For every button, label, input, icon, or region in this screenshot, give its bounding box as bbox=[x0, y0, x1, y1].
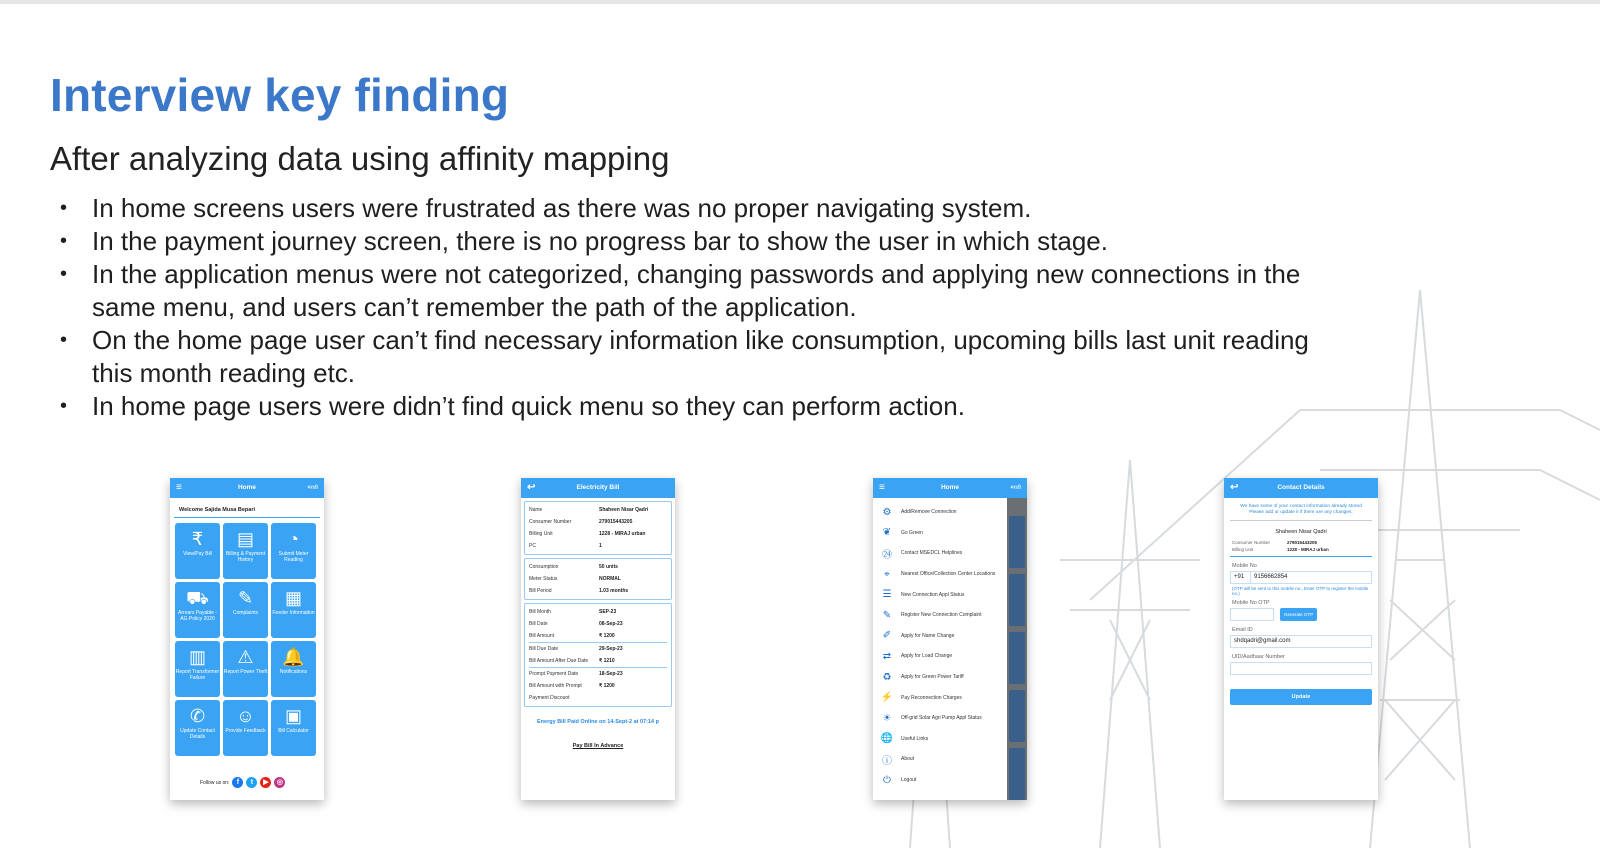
finding-item: • In home screens users were frustrated as there was no proper navigating system. bbox=[60, 193, 1032, 223]
app-header bbox=[170, 478, 324, 498]
menu-item[interactable] bbox=[873, 749, 1007, 770]
home-tile[interactable] bbox=[175, 641, 220, 697]
tile-label: Report Power Theft bbox=[223, 669, 268, 675]
tile-label: View/Pay Bill bbox=[183, 551, 212, 557]
bill-row: Consumption 50 units bbox=[529, 564, 618, 570]
header-title: Contact Details bbox=[1277, 484, 1325, 491]
finding-item: • In the payment journey screen, there is no progress bar to show the user in which stage. bbox=[60, 226, 1108, 256]
findings-list bbox=[58, 192, 1348, 423]
menu-item[interactable] bbox=[873, 770, 1007, 791]
app-header bbox=[873, 478, 1027, 498]
info-icon: ⓘ bbox=[882, 755, 892, 767]
reconnect-icon: ⚡ bbox=[880, 692, 894, 704]
menu-item-label: Logout bbox=[901, 777, 917, 784]
update-button[interactable]: Update bbox=[1230, 689, 1372, 705]
email-field[interactable]: shdqadri@gmail.com bbox=[1230, 635, 1372, 648]
power-icon: ⏻ bbox=[883, 774, 891, 786]
transformer-icon: ▥ bbox=[188, 647, 206, 667]
green-tariff-icon: ♻ bbox=[882, 671, 892, 683]
edit-icon: ✎ bbox=[882, 609, 892, 621]
home-screen-mockup bbox=[170, 478, 324, 800]
menu-item[interactable] bbox=[873, 729, 1007, 750]
tile-label: Provide Feedback bbox=[225, 728, 266, 734]
otp-field[interactable] bbox=[1230, 608, 1274, 621]
header-title: Electricity Bill bbox=[576, 484, 620, 491]
top-border bbox=[0, 0, 1600, 4]
menu-item[interactable] bbox=[873, 584, 1007, 605]
meter-icon: ◔ bbox=[288, 529, 299, 549]
header-title: Home bbox=[940, 484, 960, 491]
bill-row: Bill Due Date 29-Sep-23 bbox=[529, 646, 623, 652]
finding-item: • In the application menus were not categorized, changing passwords and applying new connections in the same menu, and users can’t remember the path of the application. bbox=[60, 259, 1301, 322]
helpline-24-icon: ㉔ bbox=[882, 549, 892, 561]
welcome-text: Welcome Sajida Musa Bepari bbox=[174, 498, 320, 518]
globe-icon: 🌐 bbox=[880, 733, 894, 745]
home-tile[interactable] bbox=[223, 582, 268, 638]
tile-label: Arrears Payable - AG Policy 2020 bbox=[178, 610, 217, 622]
bill-row: Bill Amount After Due Date ₹ 1210 bbox=[529, 655, 667, 668]
menu-item-label: Nearest Office/Collection Center Locations bbox=[901, 571, 996, 578]
header-title: Home bbox=[237, 484, 257, 491]
bill-row: PC 1 bbox=[529, 543, 602, 549]
electricity-bill-mockup bbox=[521, 478, 675, 800]
youtube-icon[interactable]: ▶ bbox=[260, 777, 271, 788]
tractor-icon: ⛟ bbox=[186, 588, 209, 608]
bill-row: Bill Date 08-Sep-23 bbox=[529, 621, 623, 627]
theft-icon: ⚠ bbox=[237, 647, 254, 667]
bill-row: Meter Status NORMAL bbox=[529, 576, 621, 582]
hamburger-menu-icon[interactable]: ≡ bbox=[176, 482, 182, 493]
back-arrow-icon[interactable]: ↩ bbox=[527, 482, 536, 493]
home-tile[interactable] bbox=[271, 523, 316, 579]
instagram-icon[interactable]: ◎ bbox=[274, 777, 285, 788]
menu-item-label: Contact MSEDCL Helplines bbox=[901, 550, 963, 557]
complaint-icon: ✎ bbox=[237, 588, 254, 608]
home-tile[interactable] bbox=[175, 700, 220, 756]
consumer-name: Shaheen Nisar Qadri bbox=[1275, 529, 1327, 535]
home-tile[interactable] bbox=[175, 582, 220, 638]
hamburger-menu-icon[interactable]: ≡ bbox=[879, 482, 885, 493]
leaf-icon: ❦ bbox=[882, 527, 892, 539]
menu-item-label: New Connection Appl Status bbox=[901, 591, 965, 598]
otp-label: Mobile No OTP bbox=[1232, 600, 1270, 606]
menu-item-label: Register New Connection Complaint bbox=[901, 612, 982, 619]
tile-label: Submit Meter Reading bbox=[278, 551, 309, 563]
menu-item[interactable] bbox=[873, 687, 1007, 708]
feeder-icon: ▦ bbox=[284, 588, 302, 608]
bill-row: Consumer Number 279015443205 bbox=[529, 519, 633, 525]
billing-unit-row: Billing Unit 1228 - MIRAJ urban bbox=[1230, 546, 1372, 557]
menu-item[interactable] bbox=[873, 502, 1007, 523]
page-subtitle: After analyzing data using affinity mapping bbox=[50, 140, 670, 177]
home-tile[interactable] bbox=[175, 523, 220, 579]
uid-label: UID/Aadhaar Number bbox=[1232, 654, 1285, 660]
tile-label: Update Contact Details bbox=[180, 728, 215, 740]
bill-row: Bill Period 1.03 months bbox=[529, 588, 629, 594]
bill-row: Bill Month SEP-23 bbox=[529, 609, 617, 615]
home-tile[interactable] bbox=[223, 700, 268, 756]
bill-row: Prompt Payment Date 18-Sep-23 bbox=[529, 671, 623, 677]
mobile-label: Mobile No bbox=[1232, 563, 1257, 569]
finding-item: • On the home page user can’t find necessary information like consumption, upcoming bills last unit reading this month reading etc. bbox=[60, 325, 1309, 388]
home-tile-grid bbox=[170, 518, 324, 761]
bill-row: Bill Amount ₹ 1200 bbox=[529, 630, 667, 643]
menu-drawer-mockup bbox=[873, 478, 1027, 800]
bill-row: Billing Unit 1228 - MIRAJ urban bbox=[529, 531, 646, 537]
app-header bbox=[1224, 478, 1378, 498]
page-title: Interview key finding bbox=[50, 69, 510, 121]
home-tile[interactable] bbox=[271, 641, 316, 697]
bill-amount-group bbox=[524, 603, 672, 707]
back-arrow-icon[interactable]: ↩ bbox=[1230, 482, 1239, 493]
menu-item-label: Apply for Name Change bbox=[901, 632, 955, 639]
otp-row bbox=[1230, 608, 1372, 621]
menu-item-label: Off-grid Solar Agri Pump Appl Status bbox=[901, 715, 982, 722]
menu-item-label: Useful Links bbox=[901, 735, 929, 742]
facebook-icon[interactable]: f bbox=[232, 777, 243, 788]
load-icon: ⇄ bbox=[882, 650, 892, 662]
language-toggle[interactable]: मराठी bbox=[307, 485, 318, 491]
generate-otp-button[interactable]: Generate OTP bbox=[1280, 608, 1317, 621]
contact-details-mockup bbox=[1224, 478, 1378, 800]
menu-item-label: Pay Reconnection Charges bbox=[901, 694, 962, 701]
home-tile[interactable] bbox=[223, 523, 268, 579]
menu-item[interactable] bbox=[873, 523, 1007, 544]
tile-label: Billing & Payment History bbox=[225, 551, 266, 563]
menu-item[interactable] bbox=[873, 543, 1007, 564]
menu-item[interactable] bbox=[873, 646, 1007, 667]
consumer-number-row: Consumer Number 279015443205 bbox=[1232, 540, 1318, 545]
menu-item-label: About bbox=[901, 756, 915, 763]
tile-label: Complaints bbox=[232, 610, 258, 616]
menu-item[interactable] bbox=[873, 564, 1007, 585]
calculator-icon: ▣ bbox=[284, 706, 302, 726]
bill-consumption-group bbox=[524, 558, 672, 600]
tile-label: Bill Calculator bbox=[278, 728, 309, 734]
tile-label: Report Transformer Failure bbox=[175, 669, 220, 681]
bill-history-icon: ▤ bbox=[236, 529, 254, 549]
home-tile[interactable] bbox=[223, 641, 268, 697]
bell-icon: 🔔 bbox=[282, 647, 305, 667]
menu-item[interactable] bbox=[873, 667, 1007, 688]
bill-row: Name Shaheen Nisar Qadri bbox=[529, 507, 649, 513]
tile-label: Feeder Information bbox=[272, 610, 315, 616]
bill-consumer-group bbox=[524, 501, 672, 555]
plug-icon: ⚙ bbox=[882, 506, 892, 518]
menu-item[interactable] bbox=[873, 708, 1007, 729]
app-header bbox=[521, 478, 675, 498]
menu-item[interactable] bbox=[873, 605, 1007, 626]
pay-advance-link[interactable]: Pay Bill In Advance bbox=[572, 743, 624, 749]
pencil-icon: ✐ bbox=[882, 630, 892, 642]
social-follow bbox=[200, 777, 285, 788]
location-pin-icon: ⌖ bbox=[884, 568, 890, 580]
menu-item[interactable] bbox=[873, 626, 1007, 647]
contact-info-note: We have some of your contact information already stored Please add or update it if there are any changes. bbox=[1230, 498, 1372, 521]
list-icon: ☰ bbox=[882, 589, 892, 601]
menu-item-label: Apply for Green Power Tariff bbox=[901, 674, 964, 681]
home-tile[interactable] bbox=[271, 700, 316, 756]
follow-label: Follow us on: bbox=[200, 779, 230, 786]
uid-field[interactable] bbox=[1230, 662, 1372, 675]
drawer-menu bbox=[873, 498, 1007, 800]
otp-hint: (OTP will be sent to this mobile no., Enter OTP to register the mobile no.) bbox=[1232, 586, 1369, 596]
bill-row: Bill Amount with Prompt Payment Discount ₹ 1200 bbox=[529, 683, 615, 701]
home-tile[interactable] bbox=[271, 582, 316, 638]
solar-pump-icon: ☀ bbox=[882, 712, 892, 724]
feedback-icon: ☺ bbox=[236, 706, 255, 726]
menu-item-label: Add/Remove Connection bbox=[901, 509, 957, 516]
menu-item-label: Go Green bbox=[901, 529, 923, 536]
email-label: Email ID bbox=[1232, 627, 1253, 633]
mobile-field[interactable]: +91 9156662854 bbox=[1230, 571, 1372, 584]
rupee-icon: ₹ bbox=[191, 529, 204, 549]
drawer-overlay[interactable] bbox=[1007, 498, 1027, 800]
finding-item: • In home page users were didn’t find quick menu so they can perform action. bbox=[60, 391, 965, 421]
contact-icon: ✆ bbox=[189, 706, 206, 726]
twitter-icon[interactable]: t bbox=[246, 777, 257, 788]
language-toggle[interactable]: मराठी bbox=[1010, 485, 1021, 491]
bill-paid-note: Energy Bill Paid Online on 14-Sept-2 at 07:14 p bbox=[537, 719, 659, 725]
menu-item-label: Apply for Load Change bbox=[901, 653, 953, 660]
tile-label: Notifications bbox=[279, 669, 308, 675]
